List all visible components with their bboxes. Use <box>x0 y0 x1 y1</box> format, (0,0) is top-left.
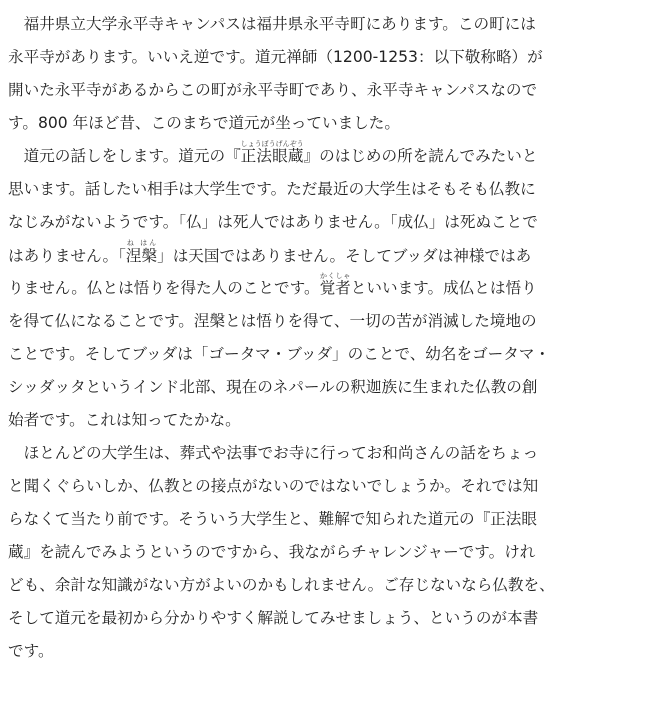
document-body <box>8 8 639 668</box>
text-line <box>8 602 639 635</box>
text-line <box>8 437 639 470</box>
text-line <box>8 338 639 371</box>
text-run: りません。仏とは悟りを得た人のことです。 <box>8 279 320 297</box>
text-run: す。800 年ほど昔、このまちで道元が坐っていました。 <box>8 114 400 132</box>
ruby-term <box>319 272 351 297</box>
text-line <box>8 41 639 74</box>
text-line <box>8 272 639 305</box>
text-run: 福井県立大学永平寺キャンパスは福井県永平寺町にあります。この町には <box>23 15 536 33</box>
text-line <box>8 536 639 569</box>
text-run: ども、余計な知識がない方がよいのかもしれません。ご存じないなら仏教を、 <box>8 576 555 594</box>
text-run: シッダッタというインド北部、現在のネパールの釈迦族に生まれた仏教の創 <box>8 378 538 396</box>
ruby-base: 涅槃 <box>125 247 158 265</box>
text-run: 思います。話したい相手は大学生です。ただ最近の大学生はそもそも仏教に <box>8 180 536 198</box>
paragraph-1 <box>8 8 639 140</box>
text-line <box>8 404 639 437</box>
text-line <box>8 305 639 338</box>
text-run: なじみがないようです。「仏」は死人ではありません。「成仏」は死ぬことで <box>8 213 538 231</box>
text-run: 道元の話しをします。道元の『 <box>23 147 241 165</box>
ruby-base: 正法眼蔵 <box>240 147 304 165</box>
ruby-reading: かくしゃ <box>319 272 351 280</box>
text-run: はありません。「 <box>8 247 126 265</box>
text-line <box>8 470 639 503</box>
text-line <box>8 635 639 668</box>
text-line <box>8 569 639 602</box>
text-line <box>8 371 639 404</box>
text-run: を得て仏になることです。涅槃とは悟りを得て、一切の苦が消滅した境地の <box>8 312 537 330</box>
text-line <box>8 503 639 536</box>
text-run: 」は天国ではありません。そしてブッダは神様ではあ <box>157 247 532 265</box>
text-line <box>8 206 639 239</box>
text-run: そして道元を最初から分かりやすく解説してみせましょう、というのが本書 <box>8 609 539 627</box>
ruby-reading: ね はん <box>125 239 158 247</box>
text-run: ことです。そしてブッダは「ゴータマ・ブッダ」のことで、幼名をゴータマ・ <box>8 345 551 363</box>
text-line <box>8 74 639 107</box>
text-run: です。 <box>8 642 54 660</box>
text-line <box>8 107 639 140</box>
text-run: 開いた永平寺があるからこの町が永平寺町であり、永平寺キャンパスなので <box>8 81 538 99</box>
ruby-term <box>240 140 304 165</box>
text-line <box>8 239 639 272</box>
ruby-base: 覚者 <box>319 279 351 297</box>
text-run: 蔵』を読んでみようというのですから、我ながらチャレンジャーです。けれ <box>8 543 536 561</box>
text-line <box>8 173 639 206</box>
ruby-term <box>125 239 158 265</box>
text-run: と聞くぐらいしか、仏教との接点がないのではないでしょうか。それでは知 <box>8 477 539 495</box>
paragraph-2 <box>8 140 639 437</box>
text-run: ほとんどの大学生は、葬式や法事でお寺に行ってお和尚さんの話をちょっ <box>23 444 539 462</box>
paragraph-3 <box>8 437 639 668</box>
text-run: らなくて当たり前です。そういう大学生と、難解で知られた道元の『正法眼 <box>8 510 537 528</box>
text-run: といいます。成仏とは悟り <box>350 279 537 297</box>
text-line <box>8 8 639 41</box>
ruby-reading: しょうぼうげんぞう <box>240 140 304 148</box>
text-run: 始者です。これは知ってたかな。 <box>8 411 241 429</box>
text-run: 』のはじめの所を読んでみたいと <box>303 147 538 165</box>
text-line <box>8 140 639 173</box>
text-run: 永平寺があります。いいえ逆です。道元禅師（1200-1253：以下敬称略）が <box>8 48 543 66</box>
